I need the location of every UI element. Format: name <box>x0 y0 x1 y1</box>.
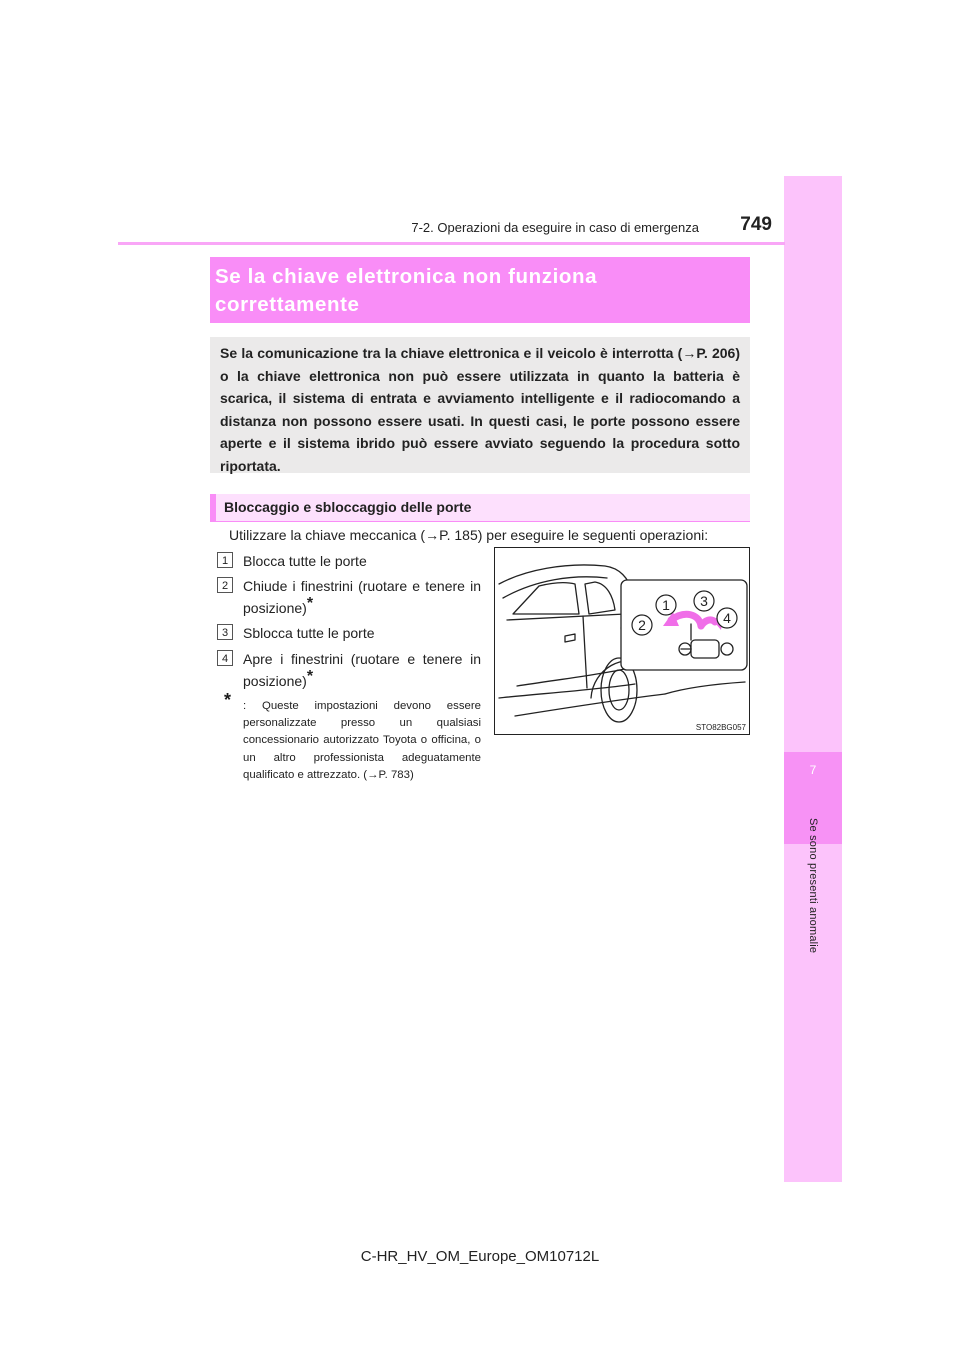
step-text-3: Sblocca tutte le porte <box>243 625 375 641</box>
footnote-star: * <box>306 595 314 612</box>
callout-4-label: 4 <box>723 610 731 626</box>
callout-1-label: 1 <box>662 597 670 613</box>
intro-box <box>210 337 750 473</box>
footnote-star: * <box>306 668 314 685</box>
step-text-1: Blocca tutte le porte <box>243 553 367 569</box>
section-title: Se la chiave elettronica non funziona correttamente <box>215 265 598 316</box>
footnote-text: : Queste impostazioni devono essere personalizzate presso un qualsiasi concessionario autorizzato Toyota o officina, o un altro professionista adeguatamente qualificato e attrezzato. (→P. 783) <box>243 700 481 781</box>
callout-3-label: 3 <box>700 593 708 609</box>
header-divider <box>118 242 785 245</box>
step-item-3 <box>243 622 481 644</box>
subsection-heading-marker <box>210 494 216 522</box>
figure-code: STO82BG057 <box>695 723 746 732</box>
intro-text: Se la comunicazione tra la chiave elettronica e il veicolo è interrotta (→P. 206) o la chiave elettronica non può essere utilizzata in quanto la batteria è scarica, il sistema di entrata e avviamento intelligente e il radiocomando a distanza non possono essere usati. In questi casi, le porte possono essere aperte e il sistema ibrido può essere avviato seguendo la procedura sotto riportata. <box>220 345 740 474</box>
car-door-drawing <box>495 548 750 735</box>
step-item-1 <box>243 550 481 572</box>
step-number-1: 1 <box>217 552 233 568</box>
step-number-2: 2 <box>217 577 233 593</box>
door-key-illustration <box>494 547 750 735</box>
subsection-title: Bloccaggio e sbloccaggio delle porte <box>224 499 472 515</box>
subsection-heading-underline <box>210 521 750 522</box>
chapter-title <box>784 818 842 978</box>
section-title-banner <box>210 257 750 323</box>
chapter-side-tab <box>784 176 842 1182</box>
page-number: 749 <box>740 214 772 235</box>
step-item-4 <box>243 648 481 692</box>
chapter-title-text: Se sono presenti anomalie <box>807 818 819 954</box>
step-item-2 <box>243 575 481 619</box>
step-number-4: 4 <box>217 650 233 666</box>
step-text-2: Chiude i finestrini (ruotare e tenere in posizione) <box>243 578 481 616</box>
chapter-number: 7 <box>809 763 817 777</box>
step-number-3: 3 <box>217 624 233 640</box>
step-text-4: Apre i finestrini (ruotare e tenere in posizione) <box>243 651 481 689</box>
header-section-title: 7-2. Operazioni da eseguire in caso di emergenza <box>411 220 699 235</box>
footnote-marker: * <box>224 690 232 710</box>
subsection-lead: Utilizzare la chiave meccanica (→P. 185) per eseguire le seguenti operazioni: <box>229 527 709 543</box>
callout-2-label: 2 <box>638 617 646 633</box>
document-footer: C-HR_HV_OM_Europe_OM10712L <box>360 1248 600 1265</box>
